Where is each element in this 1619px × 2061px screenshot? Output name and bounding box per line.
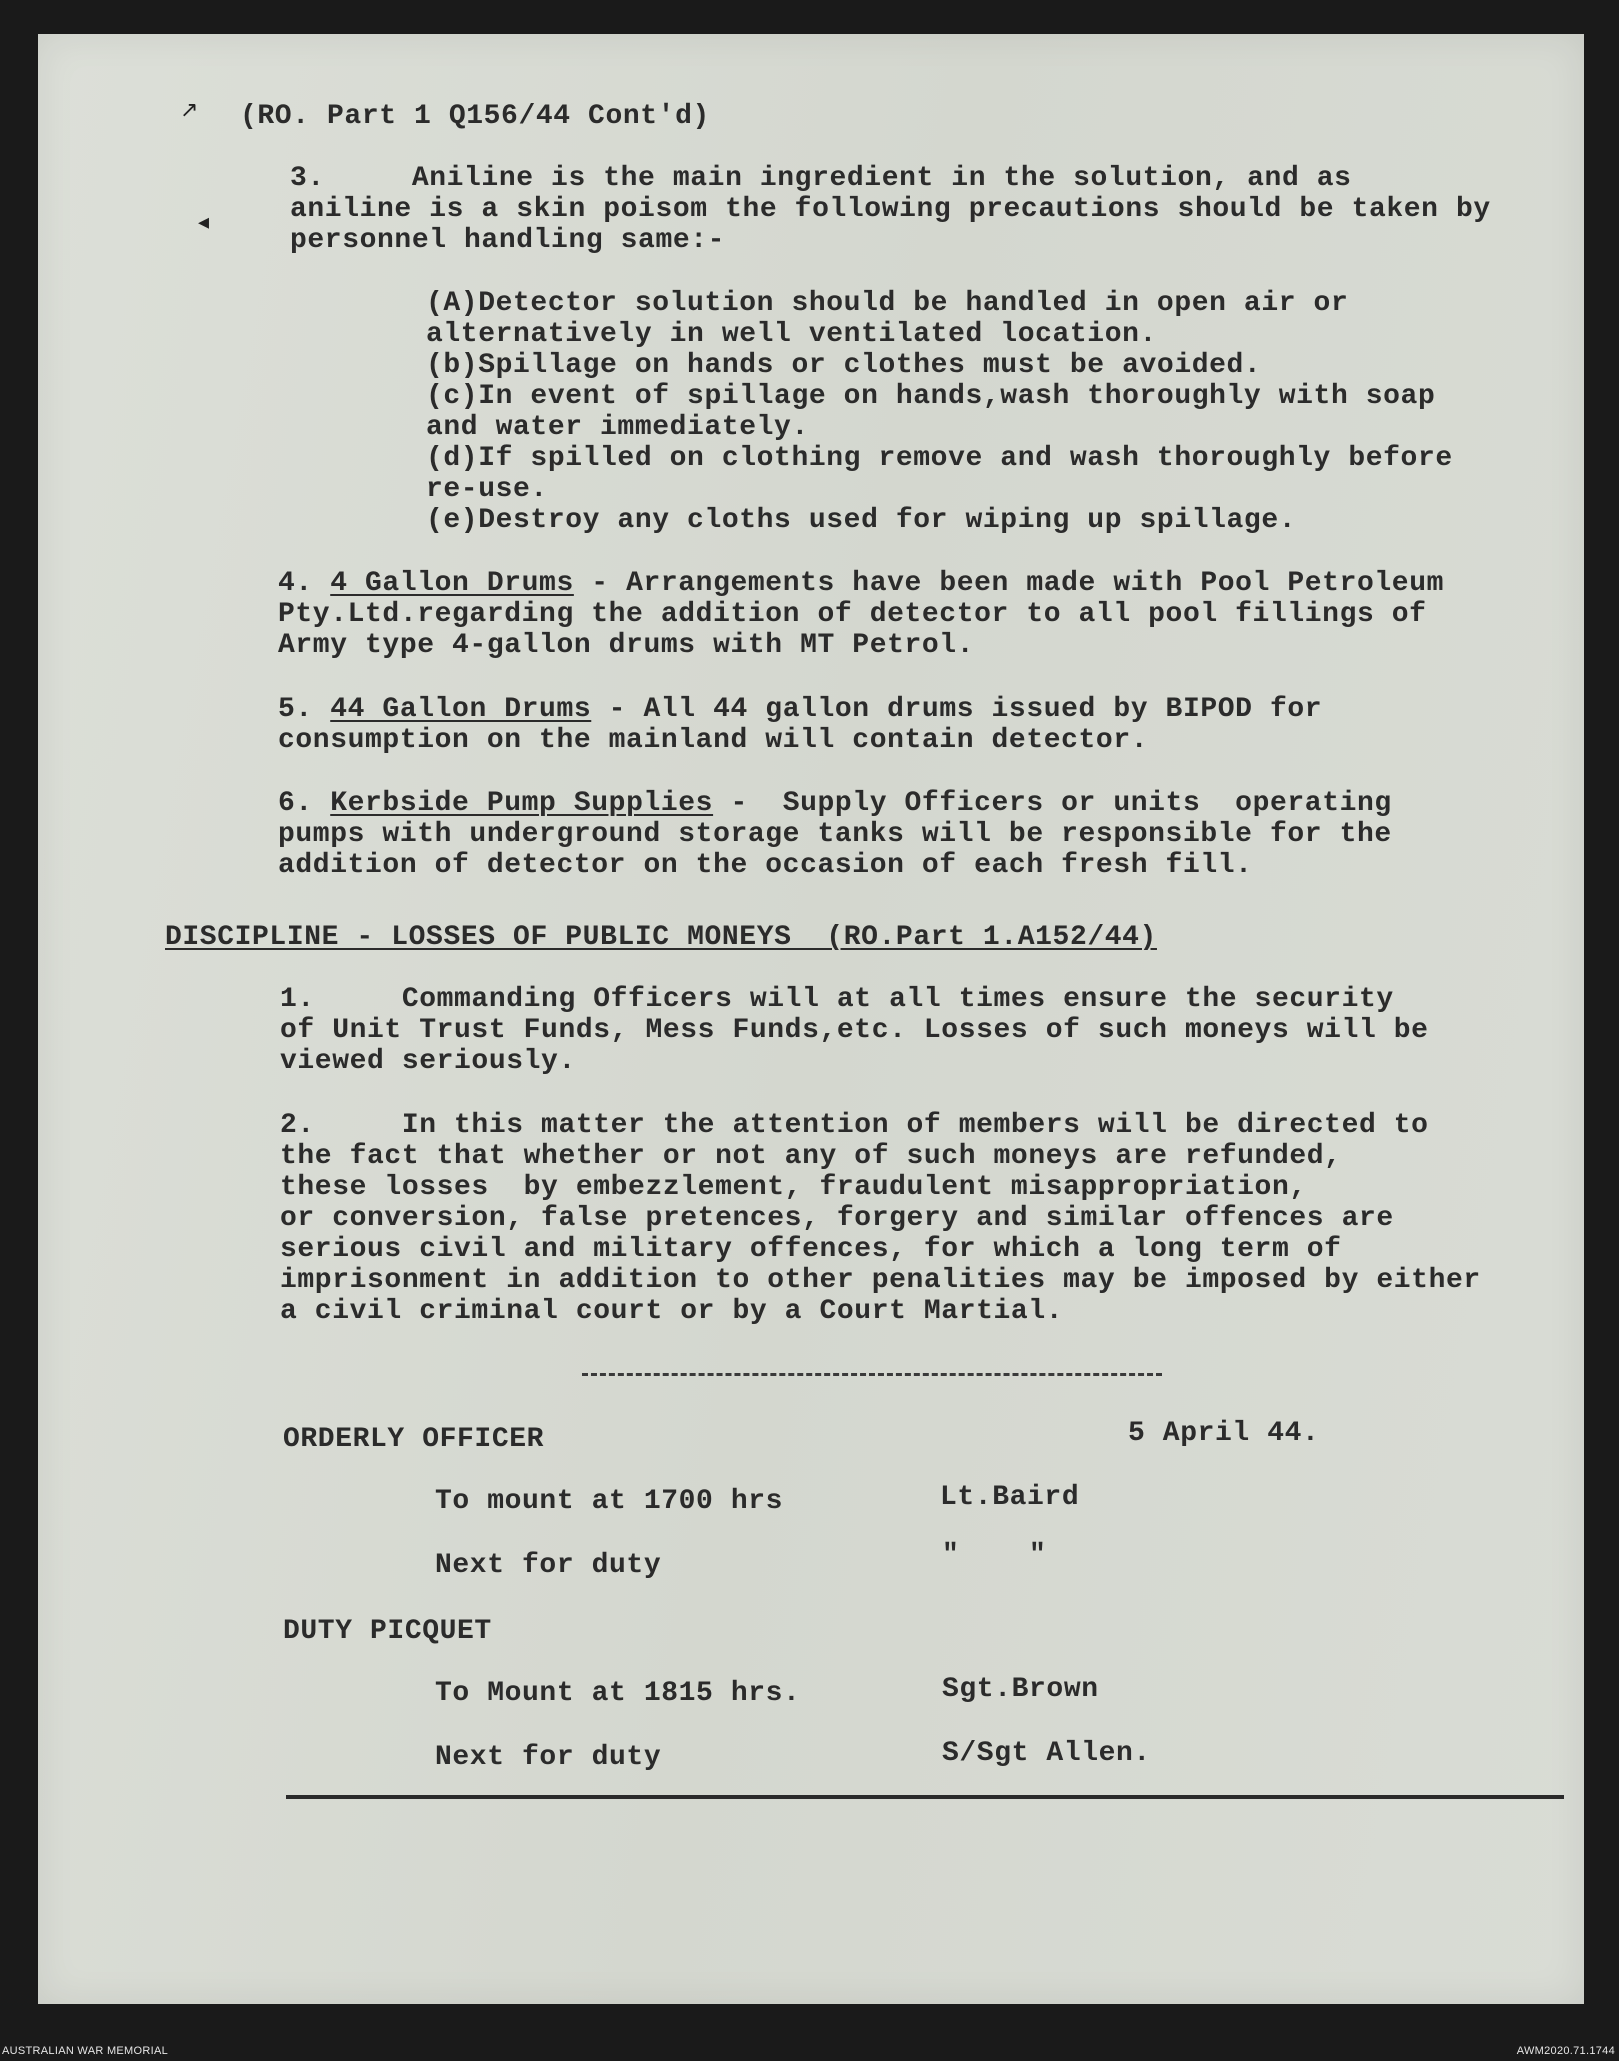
picquet-next-label: Next for duty: [435, 1742, 662, 1773]
item-3-line: personnel handling same:-: [290, 225, 726, 256]
item-4-title: 4 Gallon Drums: [330, 568, 574, 599]
item-6-line: [278, 788, 1392, 819]
footer-accession-number: AWM2020.71.1744: [1516, 2045, 1615, 2057]
picquet-mount-value: Sgt.Brown: [942, 1674, 1099, 1705]
item-3-subitem: alternatively in well ventilated location.: [426, 319, 1157, 350]
item-6-line: pumps with underground storage tanks will be responsible for the: [278, 819, 1392, 850]
item-4-number: 4.: [278, 568, 313, 599]
item-5-line: [278, 694, 1322, 725]
item-4-line: [278, 568, 1444, 599]
item-6-number: 6.: [278, 788, 313, 819]
item-6-line: addition of detector on the occasion of each fresh fill.: [278, 850, 1253, 881]
paragraph-line: 1. Commanding Officers will at all times ensure the security: [280, 984, 1394, 1015]
dashed-separator: [582, 1373, 1162, 1376]
item-3-subitem: (c)In event of spillage on hands,wash thoroughly with soap: [426, 381, 1436, 412]
item-6-title: Kerbside Pump Supplies: [330, 788, 714, 819]
orderly-officer-heading: ORDERLY OFFICER: [283, 1424, 545, 1455]
item-6-text: - Supply Officers or units operating: [713, 788, 1392, 819]
paragraph-line: or conversion, false pretences, forgery and similar offences are: [280, 1203, 1394, 1234]
orderly-next-value: " ": [942, 1540, 1047, 1571]
item-3-subitem: (A)Detector solution should be handled in open air or: [426, 288, 1349, 319]
item-5-number: 5.: [278, 694, 313, 725]
footer-institution: AUSTRALIAN WAR MEMORIAL: [2, 2045, 169, 2057]
item-3-subitem: and water immediately.: [426, 412, 809, 443]
item-3-subitem: (d)If spilled on clothing remove and wash thoroughly before: [426, 443, 1453, 474]
paragraph-line: the fact that whether or not any of such moneys are refunded,: [280, 1141, 1342, 1172]
paragraph-line: 2. In this matter the attention of members will be directed to: [280, 1110, 1429, 1141]
paragraph-line: these losses by embezzlement, fraudulent misappropriation,: [280, 1172, 1307, 1203]
paragraph-line: of Unit Trust Funds, Mess Funds,etc. Losses of such moneys will be: [280, 1015, 1429, 1046]
solid-separator: [286, 1795, 1564, 1799]
orderly-next-label: Next for duty: [435, 1550, 662, 1581]
date: 5 April 44.: [1128, 1418, 1320, 1449]
paragraph-line: viewed seriously.: [280, 1046, 576, 1077]
item-3-subitem: (e)Destroy any cloths used for wiping up spillage.: [426, 505, 1297, 536]
page-header: (RO. Part 1 Q156/44 Cont'd): [240, 101, 710, 132]
item-4-line: Pty.Ltd.regarding the addition of detector to all pool fillings of: [278, 599, 1427, 630]
section-heading: DISCIPLINE - LOSSES OF PUBLIC MONEYS (RO.Part 1.A152/44): [165, 922, 1157, 953]
item-4-text: - Arrangements have been made with Pool Petroleum: [573, 568, 1444, 599]
paragraph-line: a civil criminal court or by a Court Martial.: [280, 1296, 1064, 1327]
paragraph-line: serious civil and military offences, for which a long term of: [280, 1234, 1342, 1265]
item-5-line: consumption on the mainland will contain detector.: [278, 725, 1149, 756]
orderly-mount-label: To mount at 1700 hrs: [435, 1486, 784, 1517]
duty-picquet-heading: DUTY PICQUET: [283, 1616, 492, 1647]
item-5-title: 44 Gallon Drums: [330, 694, 592, 725]
item-4-line: Army type 4-gallon drums with MT Petrol.: [278, 630, 975, 661]
picquet-mount-label: To Mount at 1815 hrs.: [435, 1678, 801, 1709]
item-3-subitem: re-use.: [426, 474, 548, 505]
item-3-subitem: (b)Spillage on hands or clothes must be avoided.: [426, 350, 1262, 381]
pencil-mark: ◂: [198, 210, 210, 235]
item-5-text: - All 44 gallon drums issued by BIPOD for: [591, 694, 1323, 725]
item-3-line: aniline is a skin poisom the following precautions should be taken by: [290, 194, 1491, 225]
paragraph-line: imprisonment in addition to other penalities may be imposed by either: [280, 1265, 1481, 1296]
item-3-line: 3. Aniline is the main ingredient in the solution, and as: [290, 163, 1352, 194]
picquet-next-value: S/Sgt Allen.: [942, 1738, 1151, 1769]
orderly-mount-value: Lt.Baird: [940, 1482, 1080, 1513]
pencil-mark: ↗: [180, 98, 199, 123]
